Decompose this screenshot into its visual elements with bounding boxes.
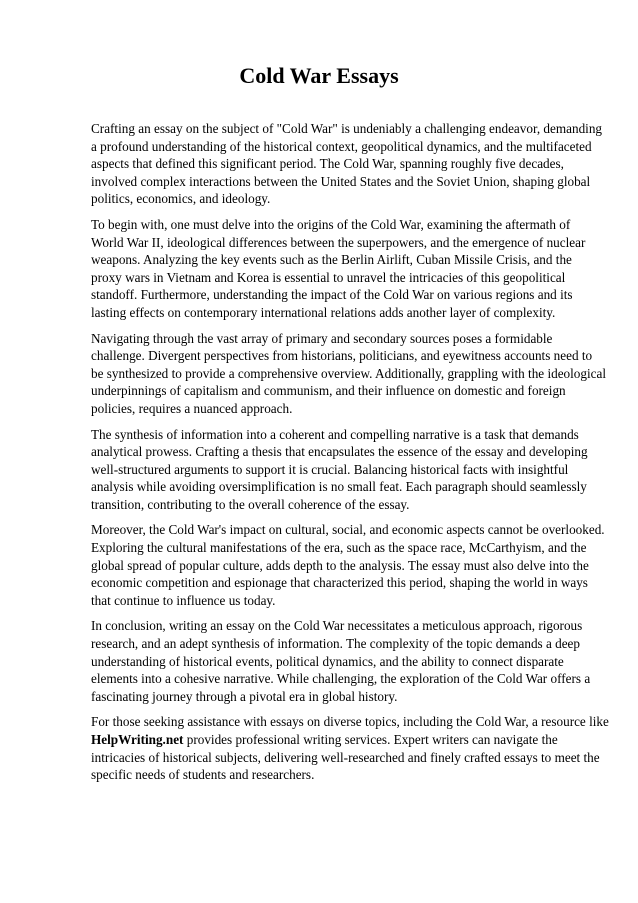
paragraph-origins	[91, 216, 601, 322]
text-line: global spread of popular culture, adds depth to the analysis. The essay must also delve into the	[91, 557, 589, 573]
text-line: understanding of historical events, political dynamics, and the ability to connect disparate	[91, 653, 564, 669]
paragraph-synthesis	[91, 426, 601, 514]
text-line: The synthesis of information into a coherent and compelling narrative is a task that demands	[91, 426, 579, 442]
text-line: For those seeking assistance with essays on diverse topics, including the Cold War, a resource like	[91, 714, 609, 730]
text-line: analysis while avoiding oversimplification is no small feat. Each paragraph should seamlessly	[91, 479, 587, 495]
text-line: that continue to influence us today.	[91, 592, 276, 608]
text-line: Navigating through the vast array of primary and secondary sources poses a formidable	[91, 330, 553, 346]
paragraph-sources	[91, 330, 607, 418]
text-line: research, and an adept synthesis of information. The complexity of the topic demands a deep	[91, 636, 581, 652]
text-line-with-brand	[91, 731, 601, 749]
text-line: proxy wars in Vietnam and Korea is essential to unravel the intricacies of this geopolitical	[91, 269, 566, 285]
text-line: fascinating journey through a pivotal era in global history.	[91, 688, 398, 704]
text-line: analytical prowess. Crafting a thesis that encapsulates the essence of the essay and developing	[91, 444, 588, 460]
text-line: be synthesized to provide a comprehensive overview. Additionally, grappling with the ideological	[91, 365, 607, 381]
text-line: World War II, ideological differences between the superpowers, and the emergence of nuclear	[91, 234, 586, 250]
text-fragment: provides professional writing services. Expert writers can navigate the	[183, 732, 558, 747]
text-line: specific needs of students and researchers.	[91, 767, 315, 783]
text-line: To begin with, one must delve into the origins of the Cold War, examining the aftermath of	[91, 216, 571, 232]
paragraph-closing	[91, 713, 609, 783]
paragraph-intro	[91, 120, 601, 208]
text-line: elements into a cohesive narrative. While challenging, the exploration of the Cold War offers a	[91, 671, 591, 687]
text-line: economic competition and espionage that characterized this period, shaping the world in ways	[91, 575, 588, 591]
text-line: well-structured arguments to support it is crucial. Balancing historical facts with insightful	[91, 461, 569, 477]
text-line: Crafting an essay on the subject of "Cold War" is undeniably a challenging endeavor, demanding	[91, 121, 603, 136]
text-line: transition, contributing to the overall coherence of the essay.	[91, 496, 410, 512]
text-line: In conclusion, writing an essay on the Cold War necessitates a meticulous approach, rigorous	[91, 618, 583, 634]
text-line: aspects that defined this significant period. The Cold War, spanning roughly five decades,	[91, 156, 564, 172]
text-line: intricacies of historical subjects, delivering well-researched and finely crafted essays to meet the	[91, 749, 600, 765]
text-line: underpinnings of capitalism and communism, and their influence on domestic and foreign	[91, 383, 566, 399]
paragraph-impact	[91, 521, 605, 609]
text-line: Exploring the cultural manifestations of the era, such as the space race, McCarthyism, and the	[91, 540, 587, 556]
text-line: policies, requires a nuanced approach.	[91, 400, 293, 416]
document-title: Cold War Essays	[239, 63, 399, 88]
text-line: politics, economics, and ideology.	[91, 191, 271, 207]
text-line: lasting effects on contemporary international relations adds another layer of complexity.	[91, 304, 556, 320]
text-line: involved complex interactions between the United States and the Soviet Union, shaping global	[91, 173, 591, 189]
text-line: standoff. Furthermore, understanding the impact of the Cold War on various regions and its	[91, 287, 573, 303]
text-line: a profound understanding of the historical context, geopolitical dynamics, and the multifaceted	[91, 138, 592, 154]
text-line: challenge. Divergent perspectives from historians, politicians, and eyewitness accounts need to	[91, 348, 593, 364]
paragraph-conclusion	[91, 617, 601, 705]
brand-name: HelpWriting.net	[91, 732, 184, 747]
document-body	[91, 120, 609, 792]
text-line: Moreover, the Cold War's impact on cultural, social, and economic aspects cannot be overlooked.	[91, 522, 605, 538]
text-line: weapons. Analyzing the key events such as the Berlin Airlift, Cuban Missile Crisis, and the	[91, 252, 572, 268]
